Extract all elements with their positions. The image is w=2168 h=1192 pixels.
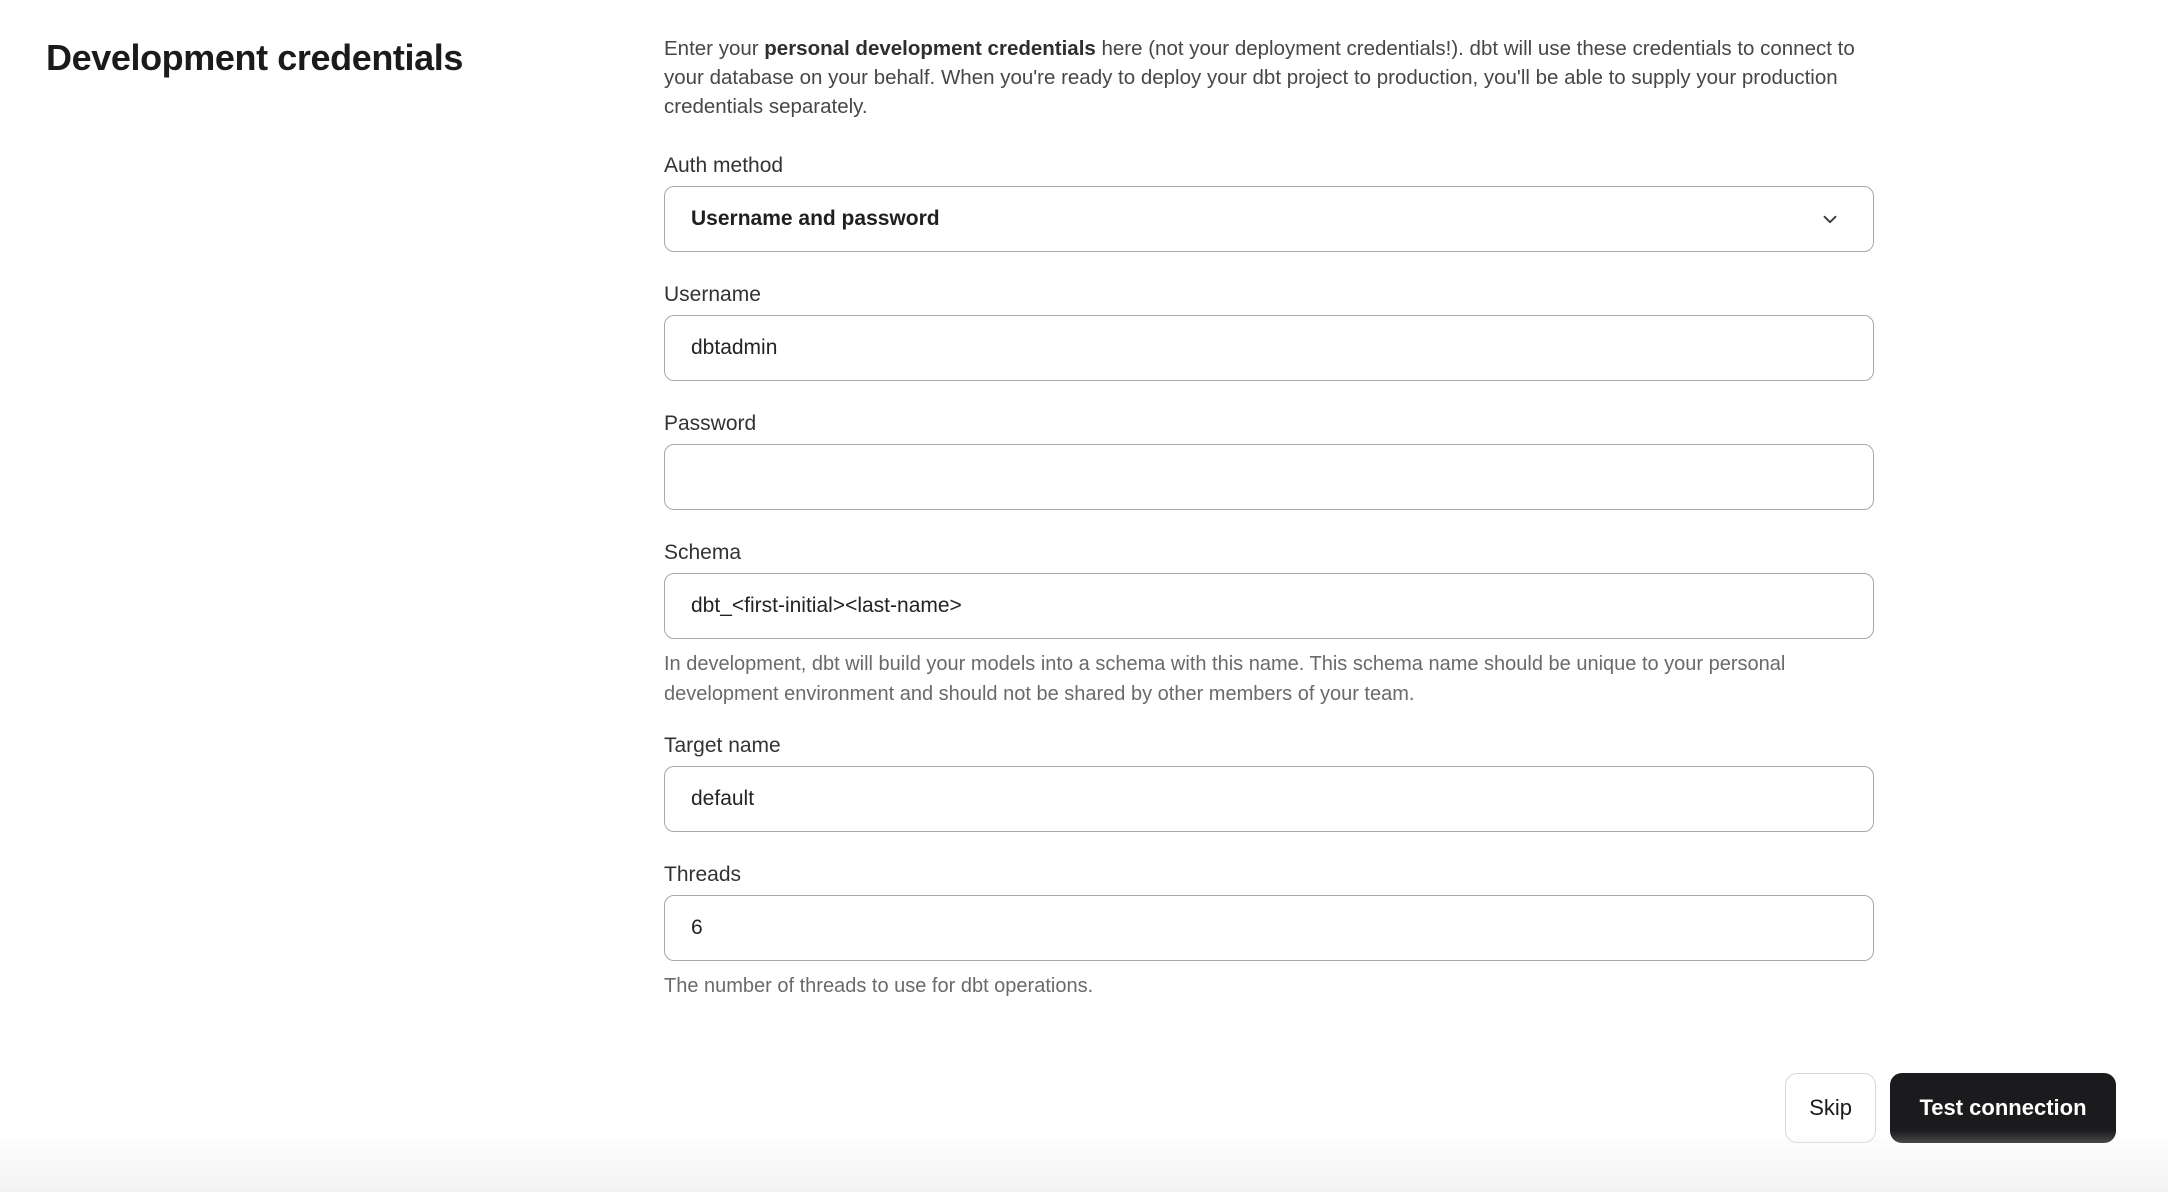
auth-method-field [664,153,1874,252]
schema-label: Schema [664,541,742,564]
threads-helper-text: The number of threads to use for dbt operations. [664,975,1094,997]
username-input[interactable] [664,315,1874,381]
threads-input[interactable] [664,895,1874,961]
password-label: Password [664,412,757,435]
schema-helper-text: In development, dbt will build your models into a schema with this name. This schema name should be unique to your personal development environment and should not be shared by other members of your team. [664,653,1786,705]
threads-label: Threads [664,863,742,886]
description-suffix: here (not your deployment credentials!). dbt will use these credentials to connect to your database on your behalf. When you're ready to deploy your dbt project to production, you'll be able to supply your production credentials separately. [664,37,1855,118]
username-field [664,282,1874,381]
footer-actions [1785,1073,2116,1143]
description-text [664,34,1874,121]
schema-field [664,540,1874,709]
description-bold: personal development credentials [764,37,1096,60]
password-field [664,411,1874,510]
description-prefix: Enter your [664,37,765,60]
page-title: Development credentials [46,37,463,78]
skip-button[interactable]: Skip [1785,1073,1876,1143]
target-name-label: Target name [664,734,781,757]
password-input[interactable] [664,444,1874,510]
section-header [46,36,636,80]
chevron-down-icon [1819,208,1841,230]
target-name-input[interactable] [664,766,1874,832]
credentials-form [664,34,1874,1025]
username-label: Username [664,283,761,306]
test-connection-button[interactable]: Test connection [1890,1073,2116,1143]
auth-method-label: Auth method [664,154,784,177]
auth-method-selected-value: Username and password [691,207,940,230]
target-name-field [664,733,1874,832]
threads-field [664,862,1874,1001]
auth-method-select[interactable] [664,186,1874,252]
schema-input[interactable] [664,573,1874,639]
